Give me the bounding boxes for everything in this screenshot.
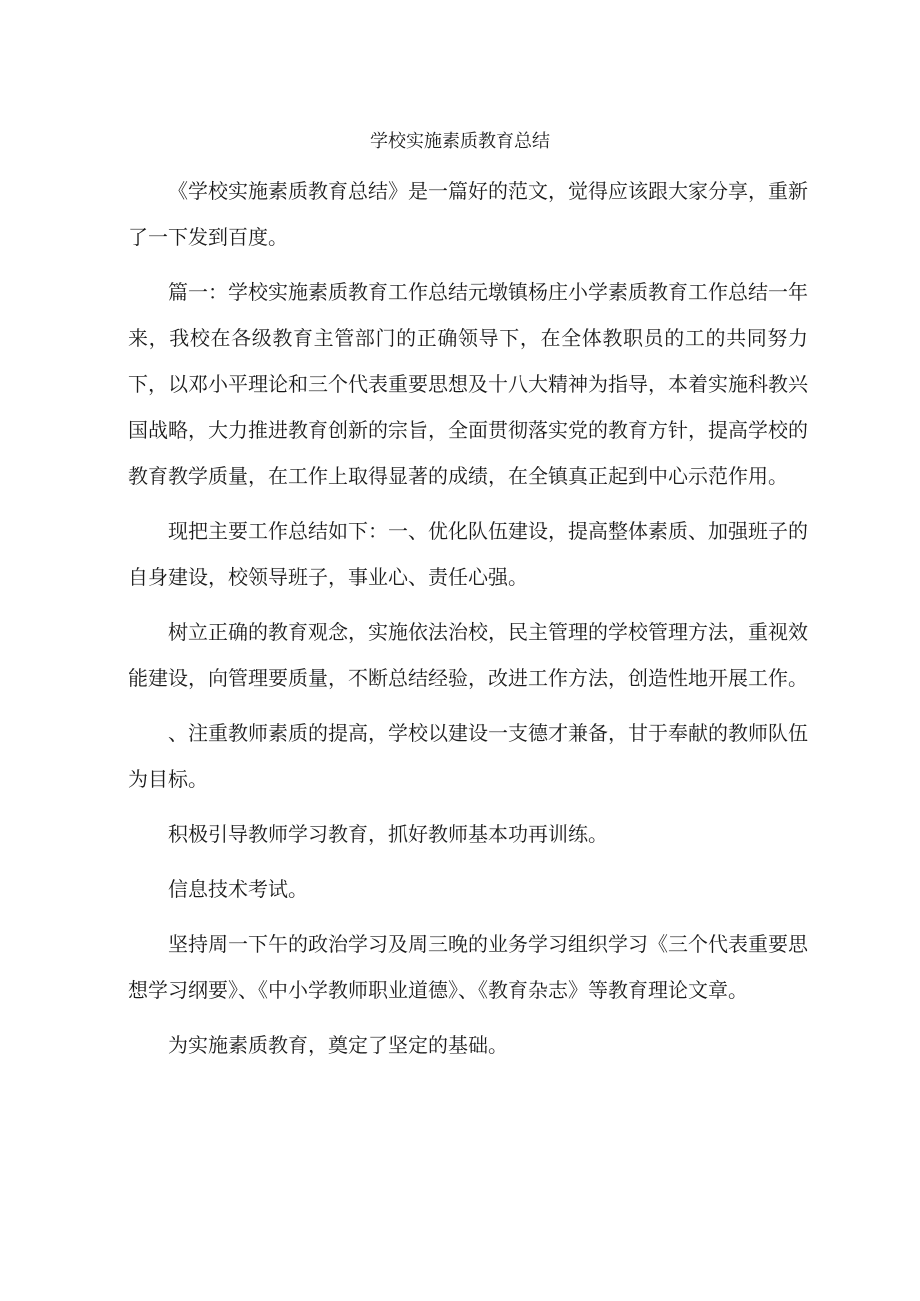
document-body bbox=[128, 168, 808, 1077]
paragraph-summary-outline: 现把主要工作总结如下：一、优化队伍建设，提高整体素质、加强班子的自身建设，校领导班子，事业心、责任心强。 bbox=[128, 519, 808, 589]
paragraph-foundation: 为实施素质教育，奠定了坚定的基础。 bbox=[168, 1033, 508, 1057]
paragraph-study-sessions: 坚持周一下午的政治学习及周三晚的业务学习组织学习《三个代表重要思想学习纲要》、《中小学教师职业道德》、《教育杂志》等教育理论文章。 bbox=[128, 932, 808, 1002]
paragraph-teacher-quality: 、注重教师素质的提高，学校以建设一支德才兼备，甘于奉献的教师队伍为目标。 bbox=[128, 721, 808, 791]
paragraph-it-exam: 信息技术考试。 bbox=[168, 877, 308, 901]
document-title: 学校实施素质教育总结 bbox=[370, 131, 550, 152]
paragraph-intro: 《学校实施素质教育总结》是一篇好的范文，觉得应该跟大家分享，重新了一下发到百度。 bbox=[128, 179, 808, 249]
paragraph-part-one: 篇一：学校实施素质教育工作总结元墩镇杨庄小学素质教育工作总结一年来，我校在各级教育主管部门的正确领导下，在全体教职员的工的共同努力下，以邓小平理论和三个代表重要思想及十八大精神为指导，本着实施科教兴国战略，大力推进教育创新的宗旨，全面贯彻落实党的教育方针，提高学校的教育教学质量，在工作上取得显著的成绩，在全镇真正起到中心示范作用。 bbox=[128, 280, 808, 488]
paragraph-teacher-training: 积极引导教师学习教育，抓好教师基本功再训练。 bbox=[168, 822, 608, 846]
paragraph-education-concept: 树立正确的教育观念，实施依法治校，民主管理的学校管理方法，重视效能建设，向管理要质量，不断总结经验，改进工作方法，创造性地开展工作。 bbox=[128, 620, 808, 690]
